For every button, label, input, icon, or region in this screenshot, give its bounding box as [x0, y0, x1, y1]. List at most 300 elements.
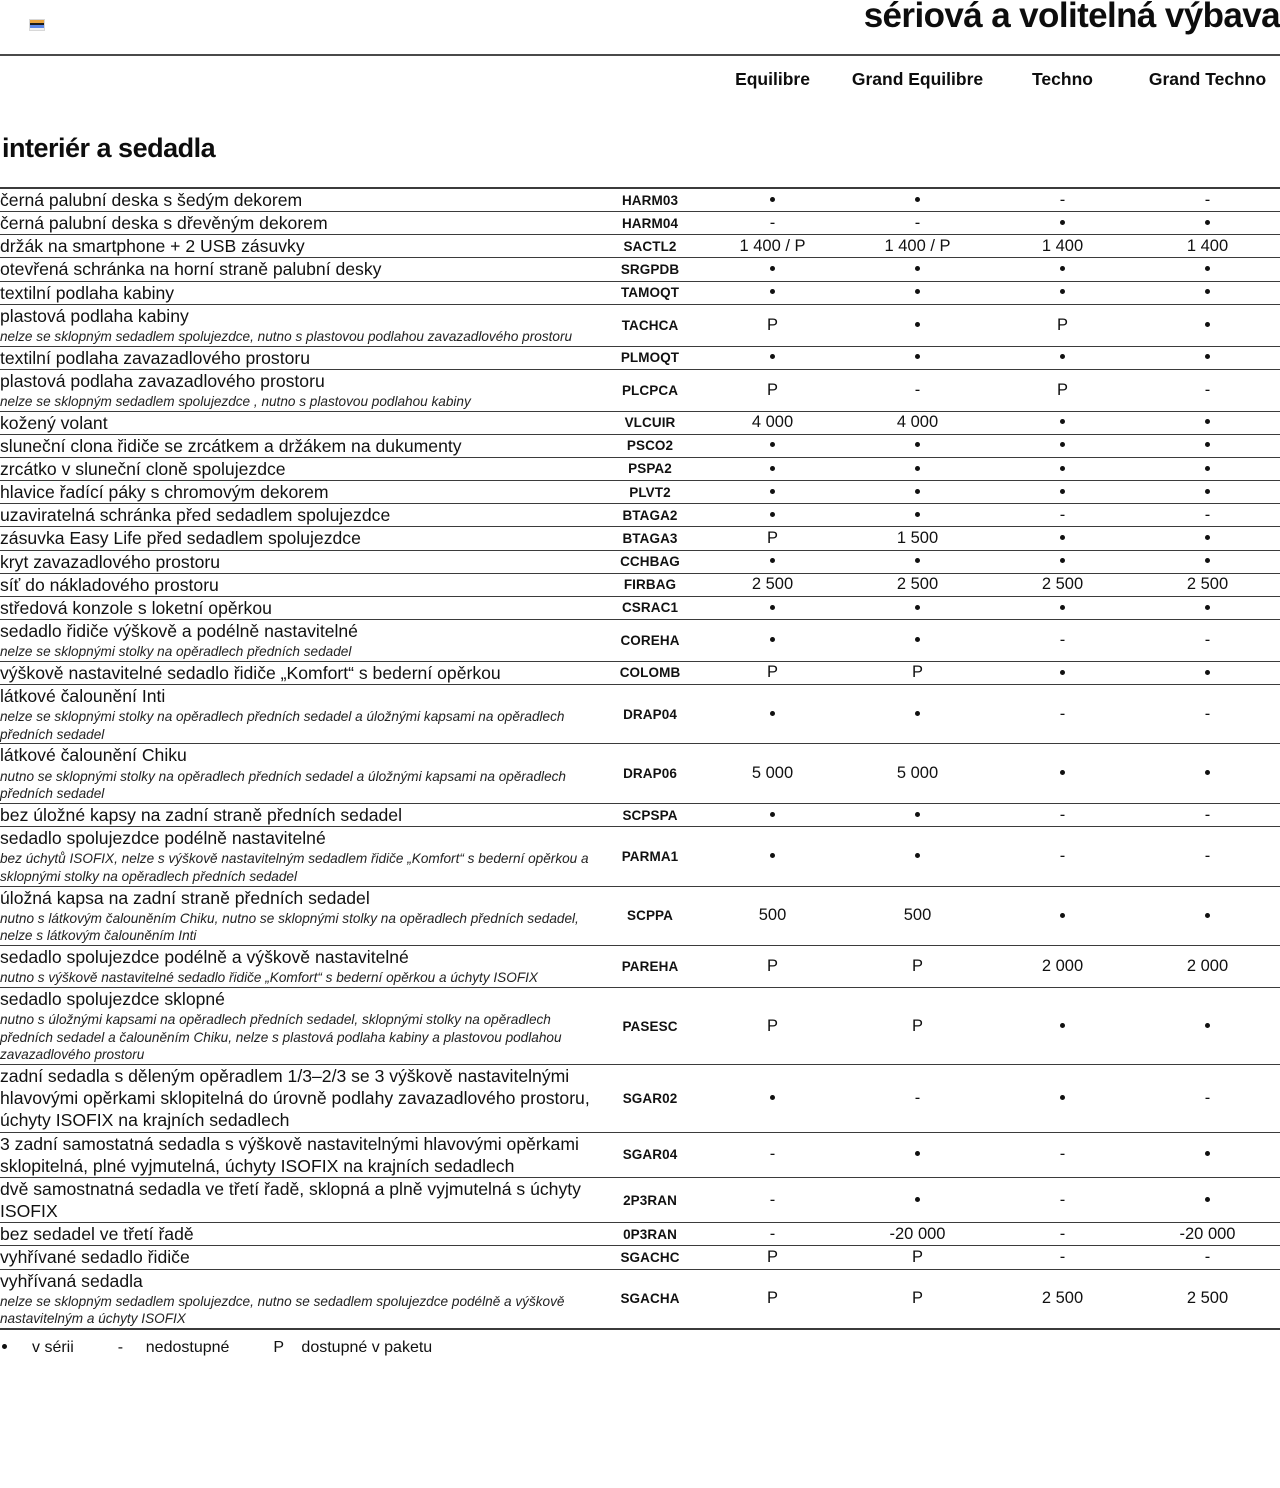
value-cell: -: [1059, 846, 1066, 865]
bullet-icon: [770, 197, 775, 202]
value-cell: -20 000: [889, 1224, 946, 1243]
value-cell: [845, 258, 990, 281]
feature-cell: [0, 620, 600, 662]
value-cell: [845, 481, 990, 504]
feature-code: SCPPA: [626, 908, 673, 924]
feature-code: SGACHA: [620, 1291, 680, 1307]
value-cell: [1135, 346, 1280, 369]
feature-cell: [0, 1246, 600, 1269]
feature-code: PLVT2: [629, 484, 671, 500]
value-cell: [845, 188, 990, 212]
value-cell: [1135, 661, 1280, 684]
value-cell: [700, 684, 845, 744]
value-cell: 500: [903, 906, 932, 925]
feature-name: bez úložné kapsy na zadní straně předních sedadel: [0, 804, 402, 825]
value-cell: [700, 434, 845, 457]
feature-cell: [0, 1269, 600, 1328]
table-row: [0, 188, 1280, 212]
value-cell: [990, 346, 1135, 369]
feature-name: sluneční clona řidiče se zrcátkem a držákem na dukumenty: [0, 435, 462, 456]
feature-cell: [0, 457, 600, 480]
feature-code: SCPSPA: [622, 807, 678, 823]
column-header-grand-equilibre: Grand Equilibre: [851, 69, 984, 89]
feature-name: vyhřívané sedadlo řidiče: [0, 1247, 190, 1268]
feature-cell: [0, 481, 600, 504]
value-cell: [1135, 550, 1280, 573]
bullet-icon: [770, 512, 775, 517]
bullet-icon: [1205, 913, 1210, 918]
feature-name: látkové čalounění Inti: [0, 685, 166, 706]
value-cell: -: [914, 1088, 921, 1107]
bullet-icon: [1205, 322, 1210, 327]
bullet-icon: [915, 442, 920, 447]
bullet-icon: [770, 558, 775, 563]
bullet-icon: [915, 197, 920, 202]
bullet-icon: [1205, 220, 1210, 225]
bullet-icon: [915, 1197, 920, 1202]
table-row: [0, 573, 1280, 596]
legend-symbol-unavailable: -: [117, 1339, 124, 1357]
feature-cell: [0, 369, 600, 411]
feature-cell: [0, 744, 600, 804]
value-cell: 2 500: [896, 575, 939, 594]
table-row: [0, 1177, 1280, 1222]
value-cell: [1135, 886, 1280, 946]
feature-name: sedadlo spolujezdce podélně a výškově nastavitelné: [0, 947, 409, 968]
bullet-icon: [1060, 220, 1065, 225]
bullet-icon: [1205, 535, 1210, 540]
table-row: [0, 212, 1280, 235]
bullet-icon: [1205, 289, 1210, 294]
bullet-icon: [915, 322, 920, 327]
bullet-icon: [915, 711, 920, 716]
feature-cell: [0, 1132, 600, 1177]
bullet-icon: [1205, 489, 1210, 494]
feature-cell: [0, 661, 600, 684]
value-cell: P: [911, 957, 923, 976]
feature-cell: [0, 346, 600, 369]
value-cell: [990, 281, 1135, 304]
feature-name: sedadlo řidiče výškově a podélně nastavitelné: [0, 621, 358, 641]
feature-note: nelze se sklopným sedadlem spolujezdce, nutno se sedadlem spolujezdce podélně a výškově nastavitelným a úchyty ISOFIX: [0, 1293, 565, 1327]
value-cell: [845, 596, 990, 619]
feature-name: bez sedadel ve třetí řadě: [0, 1224, 194, 1245]
feature-cell: [0, 527, 600, 550]
feature-name: zásuvka Easy Life před sedadlem spolujezdce: [0, 528, 361, 549]
bullet-icon: [1205, 466, 1210, 471]
value-cell: [845, 1132, 990, 1177]
value-cell: 2 500: [1186, 575, 1229, 594]
value-cell: 2 500: [1186, 1289, 1229, 1308]
bullet-icon: [1060, 266, 1065, 271]
table-row: [0, 661, 1280, 684]
feature-name: uzaviratelná schránka před sedadlem spolujezdce: [0, 505, 391, 526]
bullet-icon: [915, 266, 920, 271]
value-cell: 4 000: [751, 413, 794, 432]
value-cell: 1 500: [896, 528, 939, 547]
value-cell: 1 400 / P: [884, 236, 951, 255]
feature-name: držák na smartphone + 2 USB zásuvky: [0, 236, 305, 257]
feature-name: kryt zavazadlového prostoru: [0, 551, 221, 572]
feature-code: SRGPDB: [620, 262, 680, 278]
table-row: [0, 827, 1280, 887]
value-cell: [700, 550, 845, 573]
legend-label-standard: v sérii: [32, 1339, 74, 1357]
feature-note: nutno se sklopnými stolky na opěradlech předních sedadel a úložnými kapsami na opěradlech předních sedadel: [0, 768, 566, 802]
feature-cell: [0, 803, 600, 826]
table-row: [0, 1132, 1280, 1177]
bullet-icon: [1060, 489, 1065, 494]
bullet-icon: [915, 1151, 920, 1156]
feature-code: HARM04: [621, 215, 679, 231]
feature-name: dvě samostnatná sedadla ve třetí řadě, sklopná a plně vyjmutelná s úchyty ISOFIX: [0, 1178, 581, 1222]
value-cell: [990, 987, 1135, 1064]
feature-note: bez úchytů ISOFIX, nelze s výškově nastavitelným sedadlem řidiče „Komfort“ s bederní opěrkou a sklopnými stolky na opěradlech předních sedadel: [0, 851, 589, 884]
feature-cell: [0, 827, 600, 887]
feature-code: PSCO2: [626, 438, 674, 454]
bullet-icon: [1205, 770, 1210, 775]
table-row: [0, 1246, 1280, 1269]
value-cell: 2 500: [751, 575, 794, 594]
page-title: sériová a volitelná výbava: [863, 0, 1280, 35]
value-cell: [845, 803, 990, 826]
value-cell: -: [1204, 380, 1211, 399]
feature-cell: [0, 258, 600, 281]
value-cell: 2 500: [1041, 575, 1084, 594]
value-cell: [700, 596, 845, 619]
feature-name: kožený volant: [0, 412, 108, 433]
table-row: [0, 235, 1280, 258]
table-row: [0, 369, 1280, 411]
feature-code: TAMOQT: [620, 285, 680, 301]
feature-name: látkové čalounění Chiku: [0, 745, 187, 766]
feature-name: výškově nastavitelné sedadlo řidiče „Komfort“ s bederní opěrkou: [0, 662, 501, 683]
value-cell: -: [1059, 630, 1066, 649]
bullet-icon: [915, 605, 920, 610]
value-cell: [1135, 457, 1280, 480]
value-cell: P: [766, 528, 778, 547]
equipment-table: [0, 187, 1280, 1328]
value-cell: -: [1204, 846, 1211, 865]
feature-code: BTAGA3: [622, 530, 678, 546]
value-cell: [1135, 596, 1280, 619]
bullet-icon: [1205, 442, 1210, 447]
value-cell: [700, 827, 845, 887]
value-cell: [1135, 744, 1280, 804]
feature-note: nutno s výškově nastavitelné sedadlo řidiče „Komfort“ s bederní opěrkou a úchyty ISOFIX: [0, 970, 538, 986]
value-cell: -: [1204, 190, 1211, 209]
value-cell: -: [914, 213, 921, 232]
feature-note: nutno s úložnými kapsami na opěradlech předních sedadel, sklopnými stolky na opěradlech předních sedadel a čalouněním Chiku, nelze s plastová podlaha kabiny a plastovou podlahou zavazadlového prostoru: [0, 1012, 562, 1063]
value-cell: -: [1059, 1247, 1066, 1266]
table-row: [0, 596, 1280, 619]
column-header-techno: Techno: [1032, 69, 1093, 89]
bullet-icon: [1060, 913, 1065, 918]
feature-cell: [0, 684, 600, 744]
bullet-icon: [1205, 354, 1210, 359]
value-cell: [990, 1065, 1135, 1132]
value-cell: [990, 411, 1135, 434]
feature-cell: [0, 550, 600, 573]
value-cell: [845, 504, 990, 527]
table-row: [0, 411, 1280, 434]
feature-name: textilní podlaha zavazadlového prostoru: [0, 347, 311, 368]
bullet-icon: [2, 1344, 7, 1349]
value-cell: 5 000: [896, 764, 939, 783]
value-cell: [700, 457, 845, 480]
value-cell: [845, 620, 990, 662]
value-cell: [700, 188, 845, 212]
value-cell: -: [769, 1190, 776, 1209]
feature-code: COREHA: [620, 632, 680, 648]
value-cell: [700, 803, 845, 826]
bullet-icon: [1060, 770, 1065, 775]
feature-name: textilní podlaha kabiny: [0, 282, 175, 303]
feature-code: PSPA2: [628, 461, 672, 477]
value-cell: -: [1204, 1088, 1211, 1107]
table-row: [0, 550, 1280, 573]
feature-cell: [0, 1177, 600, 1222]
bullet-icon: [1060, 442, 1065, 447]
value-cell: P: [766, 1289, 778, 1308]
bullet-icon: [770, 442, 775, 447]
top-bar: [0, 0, 1280, 56]
value-cell: P: [1056, 380, 1068, 399]
value-cell: [1135, 281, 1280, 304]
value-cell: [1135, 411, 1280, 434]
feature-name: černá palubní deska s dřevěným dekorem: [0, 213, 328, 234]
feature-code: 0P3RAN: [623, 1226, 677, 1242]
feature-code: PASESC: [622, 1018, 678, 1034]
value-cell: [700, 1065, 845, 1132]
feature-code: SGAR04: [622, 1147, 678, 1163]
value-cell: 2 000: [1041, 957, 1084, 976]
value-cell: 5 000: [751, 764, 794, 783]
value-cell: [1135, 1132, 1280, 1177]
bullet-icon: [1060, 1023, 1065, 1028]
table-header-band: [0, 56, 1280, 187]
bullet-icon: [1060, 419, 1065, 424]
bullet-icon: [1060, 535, 1065, 540]
bullet-icon: [915, 812, 920, 817]
feature-code: BTAGA2: [622, 507, 678, 523]
feature-cell: [0, 573, 600, 596]
value-cell: -: [914, 380, 921, 399]
value-cell: -: [1204, 505, 1211, 524]
feature-name: síť do nákladového prostoru: [0, 574, 219, 595]
value-cell: [845, 434, 990, 457]
value-cell: -: [1059, 505, 1066, 524]
feature-code: 2P3RAN: [623, 1192, 677, 1208]
bullet-icon: [1205, 1023, 1210, 1028]
table-row: [0, 304, 1280, 346]
value-cell: -: [1059, 805, 1066, 824]
bullet-icon: [915, 512, 920, 517]
value-cell: P: [911, 663, 923, 682]
bullet-icon: [1205, 605, 1210, 610]
value-cell: -: [1204, 630, 1211, 649]
value-cell: -: [769, 213, 776, 232]
feature-code: SGAR02: [622, 1090, 678, 1106]
feature-cell: [0, 1065, 600, 1132]
table-row: [0, 258, 1280, 281]
table-row: [0, 434, 1280, 457]
feature-note: nelze se sklopnými stolky na opěradlech předních sedadel: [0, 644, 352, 660]
feature-code: CCHBAG: [620, 554, 680, 570]
legend-symbol-package: P: [273, 1339, 285, 1357]
value-cell: -: [1204, 1247, 1211, 1266]
value-cell: [700, 258, 845, 281]
feature-name: otevřená schránka na horní straně palubní desky: [0, 259, 382, 280]
column-header-equilibre: Equilibre: [735, 69, 810, 89]
value-cell: [1135, 527, 1280, 550]
value-cell: -: [1059, 1145, 1066, 1164]
bullet-icon: [770, 711, 775, 716]
value-cell: [1135, 434, 1280, 457]
table-row: [0, 987, 1280, 1064]
bullet-icon: [1205, 558, 1210, 563]
feature-cell: [0, 212, 600, 235]
value-cell: [845, 827, 990, 887]
value-cell: 2 000: [1186, 957, 1229, 976]
bullet-icon: [1205, 1151, 1210, 1156]
value-cell: [990, 550, 1135, 573]
value-cell: [990, 596, 1135, 619]
table-row: [0, 504, 1280, 527]
value-cell: -: [1204, 805, 1211, 824]
value-cell: [845, 684, 990, 744]
value-cell: [1135, 304, 1280, 346]
bullet-icon: [770, 1095, 775, 1100]
value-cell: -: [1059, 704, 1066, 723]
value-cell: P: [766, 1247, 778, 1266]
table-row: [0, 281, 1280, 304]
feature-name: 3 zadní samostatná sedadla s výškově nastavitelnými hlavovými opěrkami sklopitelná, plné vyjmutelná, úchyty ISOFIX na krajních sedadlech: [0, 1133, 579, 1176]
feature-name: vyhřívaná sedadla: [0, 1270, 143, 1291]
table-row: [0, 1269, 1280, 1328]
feature-note: nelze se sklopným sedadlem spolujezdce , nutno s plastovou podlahou kabiny: [0, 393, 471, 409]
feature-code: CSRAC1: [621, 600, 679, 616]
bullet-icon: [1205, 419, 1210, 424]
column-headers: [700, 68, 1280, 90]
bullet-icon: [1205, 670, 1210, 675]
value-cell: P: [766, 315, 778, 334]
table-row: [0, 457, 1280, 480]
bullet-icon: [915, 558, 920, 563]
column-header-grand-techno: Grand Techno: [1148, 69, 1267, 89]
value-cell: [990, 661, 1135, 684]
feature-cell: [0, 886, 600, 946]
value-cell: [845, 346, 990, 369]
value-cell: P: [911, 1016, 923, 1035]
bullet-icon: [770, 637, 775, 642]
value-cell: [845, 550, 990, 573]
bullet-icon: [915, 637, 920, 642]
value-cell: [990, 212, 1135, 235]
value-cell: [700, 481, 845, 504]
feature-note: nelze se sklopnými stolky na opěradlech předních sedadel a úložnými kapsami na opěradlech předních sedadel: [0, 709, 565, 742]
feature-cell: [0, 946, 600, 988]
value-cell: [1135, 212, 1280, 235]
value-cell: P: [766, 380, 778, 399]
value-cell: P: [766, 663, 778, 682]
legend-symbol-standard: [2, 1339, 32, 1357]
value-cell: [990, 457, 1135, 480]
feature-name: úložná kapsa na zadní straně předních sedadel: [0, 887, 370, 908]
feature-code: FIRBAG: [623, 577, 677, 593]
value-cell: [845, 457, 990, 480]
feature-note: nutno s látkovým čalouněním Chiku, nutno se sklopnými stolky na opěradlech předních sedadel, nelze s látkovým čalouněním Inti: [0, 910, 579, 944]
value-cell: 500: [758, 906, 787, 925]
value-cell: 1 400: [1041, 236, 1084, 255]
bullet-icon: [915, 289, 920, 294]
feature-code: HARM03: [621, 192, 679, 208]
feature-code: DRAP06: [623, 766, 677, 782]
value-cell: P: [1056, 315, 1068, 334]
feature-cell: [0, 304, 600, 346]
value-cell: 4 000: [896, 413, 939, 432]
value-cell: [845, 281, 990, 304]
table-row: [0, 1065, 1280, 1132]
value-cell: [990, 744, 1135, 804]
bullet-icon: [770, 605, 775, 610]
feature-name: zrcátko v sluneční cloně spolujezdce: [0, 458, 286, 479]
feature-cell: [0, 1223, 600, 1246]
feature-code: PLCPCA: [621, 382, 679, 398]
value-cell: [1135, 1177, 1280, 1222]
value-cell: P: [766, 1016, 778, 1035]
bullet-icon: [915, 853, 920, 858]
value-cell: [700, 620, 845, 662]
table-row: [0, 620, 1280, 662]
feature-name: černá palubní deska s šedým dekorem: [0, 190, 303, 210]
value-cell: P: [911, 1247, 923, 1266]
feature-code: SGACHC: [620, 1249, 680, 1265]
feature-name: sedadlo spolujezdce sklopné: [0, 988, 225, 1009]
table-row: [0, 744, 1280, 804]
value-cell: [845, 1177, 990, 1222]
value-cell: -20 000: [1179, 1224, 1236, 1243]
value-cell: [700, 346, 845, 369]
bullet-icon: [770, 266, 775, 271]
bullet-icon: [770, 853, 775, 858]
value-cell: [1135, 987, 1280, 1064]
value-cell: P: [911, 1289, 923, 1308]
value-cell: 2 500: [1041, 1289, 1084, 1308]
value-cell: [700, 504, 845, 527]
bullet-icon: [1060, 354, 1065, 359]
table-row: [0, 803, 1280, 826]
bullet-icon: [1060, 670, 1065, 675]
feature-code: COLOMB: [619, 665, 681, 681]
feature-code: PAREHA: [621, 959, 679, 975]
value-cell: -: [1059, 1224, 1066, 1243]
feature-name: plastová podlaha zavazadlového prostoru: [0, 370, 325, 391]
legend-label-unavailable: nedostupné: [145, 1339, 230, 1357]
bullet-icon: [1060, 466, 1065, 471]
bullet-icon: [1060, 289, 1065, 294]
table-row: [0, 481, 1280, 504]
legend-label-package: dostupné v paketu: [301, 1339, 433, 1357]
value-cell: [845, 304, 990, 346]
legend: [0, 1328, 1280, 1357]
bullet-icon: [915, 466, 920, 471]
value-cell: -: [1059, 190, 1066, 209]
feature-cell: [0, 188, 600, 212]
table-row: [0, 886, 1280, 946]
value-cell: [990, 258, 1135, 281]
value-cell: [1135, 258, 1280, 281]
